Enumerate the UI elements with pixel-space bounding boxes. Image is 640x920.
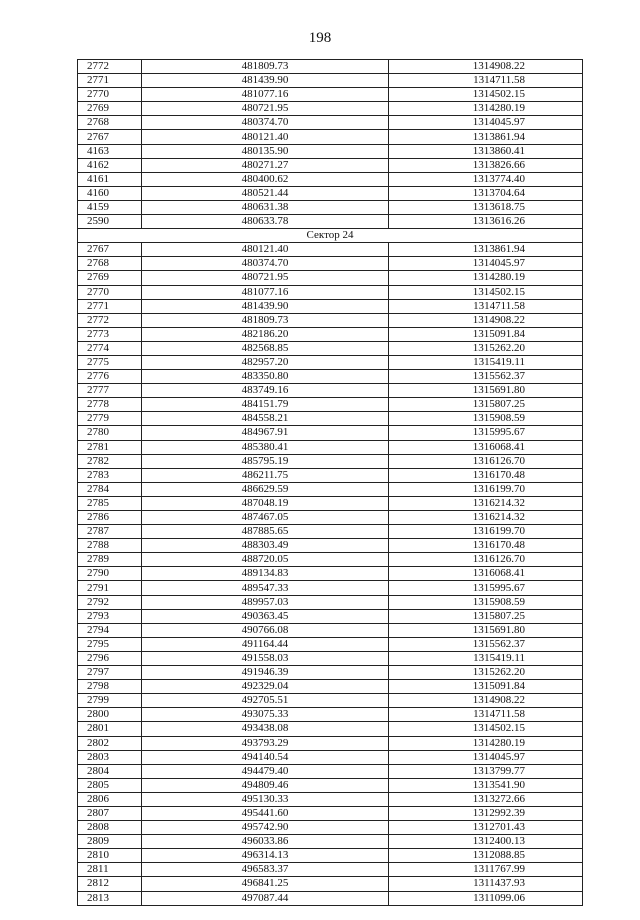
x-coordinate-cell: 494479.40 bbox=[142, 764, 389, 778]
point-number-cell: 2801 bbox=[78, 722, 142, 736]
y-coordinate-cell: 1315562.37 bbox=[389, 637, 583, 651]
table-row bbox=[78, 130, 583, 144]
point-number-cell: 2767 bbox=[78, 243, 142, 257]
x-coordinate-cell: 494140.54 bbox=[142, 750, 389, 764]
point-number-cell: 2768 bbox=[78, 116, 142, 130]
y-coordinate-cell: 1315419.11 bbox=[389, 355, 583, 369]
point-number-cell: 2810 bbox=[78, 849, 142, 863]
table-row bbox=[78, 412, 583, 426]
y-coordinate-cell: 1312992.39 bbox=[389, 806, 583, 820]
x-coordinate-cell: 491558.03 bbox=[142, 651, 389, 665]
point-number-cell: 2773 bbox=[78, 327, 142, 341]
y-coordinate-cell: 1314280.19 bbox=[389, 271, 583, 285]
point-number-cell: 2806 bbox=[78, 792, 142, 806]
y-coordinate-cell: 1313799.77 bbox=[389, 764, 583, 778]
x-coordinate-cell: 488720.05 bbox=[142, 553, 389, 567]
table-row bbox=[78, 88, 583, 102]
y-coordinate-cell: 1311437.93 bbox=[389, 877, 583, 891]
y-coordinate-cell: 1314045.97 bbox=[389, 750, 583, 764]
table-row bbox=[78, 116, 583, 130]
y-coordinate-cell: 1316199.70 bbox=[389, 525, 583, 539]
x-coordinate-cell: 481439.90 bbox=[142, 299, 389, 313]
y-coordinate-cell: 1313860.41 bbox=[389, 144, 583, 158]
point-number-cell: 2812 bbox=[78, 877, 142, 891]
y-coordinate-cell: 1314711.58 bbox=[389, 299, 583, 313]
x-coordinate-cell: 485795.19 bbox=[142, 454, 389, 468]
x-coordinate-cell: 491164.44 bbox=[142, 637, 389, 651]
point-number-cell: 2769 bbox=[78, 102, 142, 116]
point-number-cell: 2774 bbox=[78, 341, 142, 355]
y-coordinate-cell: 1315562.37 bbox=[389, 370, 583, 384]
y-coordinate-cell: 1312088.85 bbox=[389, 849, 583, 863]
y-coordinate-cell: 1316126.70 bbox=[389, 553, 583, 567]
x-coordinate-cell: 484558.21 bbox=[142, 412, 389, 426]
table-row bbox=[78, 398, 583, 412]
y-coordinate-cell: 1314908.22 bbox=[389, 313, 583, 327]
y-coordinate-cell: 1314280.19 bbox=[389, 102, 583, 116]
point-number-cell: 2778 bbox=[78, 398, 142, 412]
x-coordinate-cell: 495441.60 bbox=[142, 806, 389, 820]
x-coordinate-cell: 495130.33 bbox=[142, 792, 389, 806]
y-coordinate-cell: 1314045.97 bbox=[389, 116, 583, 130]
x-coordinate-cell: 496314.13 bbox=[142, 849, 389, 863]
y-coordinate-cell: 1312400.13 bbox=[389, 835, 583, 849]
x-coordinate-cell: 496583.37 bbox=[142, 863, 389, 877]
table-row bbox=[78, 567, 583, 581]
x-coordinate-cell: 480721.95 bbox=[142, 271, 389, 285]
point-number-cell: 2791 bbox=[78, 581, 142, 595]
y-coordinate-cell: 1316214.32 bbox=[389, 511, 583, 525]
y-coordinate-cell: 1316214.32 bbox=[389, 496, 583, 510]
y-coordinate-cell: 1314045.97 bbox=[389, 257, 583, 271]
point-number-cell: 2798 bbox=[78, 680, 142, 694]
point-number-cell: 2768 bbox=[78, 257, 142, 271]
table-row bbox=[78, 722, 583, 736]
table-row bbox=[78, 257, 583, 271]
y-coordinate-cell: 1315262.20 bbox=[389, 666, 583, 680]
x-coordinate-cell: 489134.83 bbox=[142, 567, 389, 581]
x-coordinate-cell: 480521.44 bbox=[142, 186, 389, 200]
table-row bbox=[78, 370, 583, 384]
point-number-cell: 2809 bbox=[78, 835, 142, 849]
x-coordinate-cell: 480374.70 bbox=[142, 257, 389, 271]
table-row bbox=[78, 708, 583, 722]
y-coordinate-cell: 1313826.66 bbox=[389, 158, 583, 172]
x-coordinate-cell: 497087.44 bbox=[142, 891, 389, 905]
y-coordinate-cell: 1311767.99 bbox=[389, 863, 583, 877]
y-coordinate-cell: 1313861.94 bbox=[389, 243, 583, 257]
point-number-cell: 2782 bbox=[78, 454, 142, 468]
x-coordinate-cell: 484967.91 bbox=[142, 426, 389, 440]
y-coordinate-cell: 1314908.22 bbox=[389, 60, 583, 74]
y-coordinate-cell: 1315908.59 bbox=[389, 595, 583, 609]
point-number-cell: 2808 bbox=[78, 821, 142, 835]
x-coordinate-cell: 492705.51 bbox=[142, 694, 389, 708]
x-coordinate-cell: 493793.29 bbox=[142, 736, 389, 750]
table-row bbox=[78, 651, 583, 665]
x-coordinate-cell: 482568.85 bbox=[142, 341, 389, 355]
y-coordinate-cell: 1314711.58 bbox=[389, 74, 583, 88]
point-number-cell: 2811 bbox=[78, 863, 142, 877]
x-coordinate-cell: 480400.62 bbox=[142, 172, 389, 186]
y-coordinate-cell: 1313616.26 bbox=[389, 215, 583, 229]
point-number-cell: 2802 bbox=[78, 736, 142, 750]
table-row bbox=[78, 341, 583, 355]
table-row bbox=[78, 327, 583, 341]
table-row bbox=[78, 313, 583, 327]
table-row bbox=[78, 666, 583, 680]
point-number-cell: 2783 bbox=[78, 468, 142, 482]
table-row bbox=[78, 581, 583, 595]
table-row bbox=[78, 764, 583, 778]
point-number-cell: 2771 bbox=[78, 74, 142, 88]
x-coordinate-cell: 481077.16 bbox=[142, 285, 389, 299]
sector-row bbox=[78, 229, 583, 243]
x-coordinate-cell: 483749.16 bbox=[142, 384, 389, 398]
x-coordinate-cell: 486629.59 bbox=[142, 482, 389, 496]
x-coordinate-cell: 493075.33 bbox=[142, 708, 389, 722]
table-row bbox=[78, 609, 583, 623]
table-row bbox=[78, 821, 583, 835]
x-coordinate-cell: 496033.86 bbox=[142, 835, 389, 849]
x-coordinate-cell: 496841.25 bbox=[142, 877, 389, 891]
y-coordinate-cell: 1311099.06 bbox=[389, 891, 583, 905]
x-coordinate-cell: 491946.39 bbox=[142, 666, 389, 680]
y-coordinate-cell: 1314908.22 bbox=[389, 694, 583, 708]
table-row bbox=[78, 482, 583, 496]
x-coordinate-cell: 495742.90 bbox=[142, 821, 389, 835]
table-body-after-sector bbox=[78, 243, 583, 905]
table-row bbox=[78, 440, 583, 454]
x-coordinate-cell: 480374.70 bbox=[142, 116, 389, 130]
table-row bbox=[78, 525, 583, 539]
table-row bbox=[78, 511, 583, 525]
table-row bbox=[78, 595, 583, 609]
x-coordinate-cell: 490766.08 bbox=[142, 623, 389, 637]
x-coordinate-cell: 481809.73 bbox=[142, 60, 389, 74]
y-coordinate-cell: 1315691.80 bbox=[389, 384, 583, 398]
x-coordinate-cell: 487885.65 bbox=[142, 525, 389, 539]
point-number-cell: 2780 bbox=[78, 426, 142, 440]
y-coordinate-cell: 1315908.59 bbox=[389, 412, 583, 426]
y-coordinate-cell: 1315995.67 bbox=[389, 426, 583, 440]
x-coordinate-cell: 480271.27 bbox=[142, 158, 389, 172]
y-coordinate-cell: 1315807.25 bbox=[389, 609, 583, 623]
table-row bbox=[78, 792, 583, 806]
table-row bbox=[78, 200, 583, 214]
x-coordinate-cell: 480631.38 bbox=[142, 200, 389, 214]
x-coordinate-cell: 485380.41 bbox=[142, 440, 389, 454]
y-coordinate-cell: 1314711.58 bbox=[389, 708, 583, 722]
point-number-cell: 2788 bbox=[78, 539, 142, 553]
table-row bbox=[78, 806, 583, 820]
x-coordinate-cell: 492329.04 bbox=[142, 680, 389, 694]
table-row bbox=[78, 74, 583, 88]
x-coordinate-cell: 480135.90 bbox=[142, 144, 389, 158]
coordinates-table bbox=[77, 59, 583, 906]
point-number-cell: 2779 bbox=[78, 412, 142, 426]
table-row bbox=[78, 172, 583, 186]
y-coordinate-cell: 1312701.43 bbox=[389, 821, 583, 835]
table-row bbox=[78, 243, 583, 257]
table-row bbox=[78, 778, 583, 792]
x-coordinate-cell: 480721.95 bbox=[142, 102, 389, 116]
x-coordinate-cell: 488303.49 bbox=[142, 539, 389, 553]
table-row bbox=[78, 468, 583, 482]
x-coordinate-cell: 493438.08 bbox=[142, 722, 389, 736]
point-number-cell: 2790 bbox=[78, 567, 142, 581]
x-coordinate-cell: 494809.46 bbox=[142, 778, 389, 792]
table-row bbox=[78, 680, 583, 694]
table-row bbox=[78, 299, 583, 313]
y-coordinate-cell: 1313618.75 bbox=[389, 200, 583, 214]
point-number-cell: 2786 bbox=[78, 511, 142, 525]
table-row bbox=[78, 891, 583, 905]
x-coordinate-cell: 484151.79 bbox=[142, 398, 389, 412]
point-number-cell: 2771 bbox=[78, 299, 142, 313]
point-number-cell: 4160 bbox=[78, 186, 142, 200]
table-row bbox=[78, 384, 583, 398]
point-number-cell: 2784 bbox=[78, 482, 142, 496]
table-row bbox=[78, 877, 583, 891]
point-number-cell: 2769 bbox=[78, 271, 142, 285]
y-coordinate-cell: 1314502.15 bbox=[389, 722, 583, 736]
x-coordinate-cell: 480121.40 bbox=[142, 130, 389, 144]
sector-header bbox=[78, 229, 583, 243]
x-coordinate-cell: 481439.90 bbox=[142, 74, 389, 88]
point-number-cell: 4161 bbox=[78, 172, 142, 186]
x-coordinate-cell: 481809.73 bbox=[142, 313, 389, 327]
table-row bbox=[78, 637, 583, 651]
y-coordinate-cell: 1313861.94 bbox=[389, 130, 583, 144]
point-number-cell: 2805 bbox=[78, 778, 142, 792]
y-coordinate-cell: 1316126.70 bbox=[389, 454, 583, 468]
y-coordinate-cell: 1316199.70 bbox=[389, 482, 583, 496]
y-coordinate-cell: 1315691.80 bbox=[389, 623, 583, 637]
table-row bbox=[78, 355, 583, 369]
point-number-cell: 4163 bbox=[78, 144, 142, 158]
point-number-cell: 2797 bbox=[78, 666, 142, 680]
point-number-cell: 2772 bbox=[78, 60, 142, 74]
point-number-cell: 2777 bbox=[78, 384, 142, 398]
x-coordinate-cell: 486211.75 bbox=[142, 468, 389, 482]
table-row bbox=[78, 863, 583, 877]
point-number-cell: 2799 bbox=[78, 694, 142, 708]
table-row bbox=[78, 835, 583, 849]
y-coordinate-cell: 1314280.19 bbox=[389, 736, 583, 750]
y-coordinate-cell: 1315262.20 bbox=[389, 341, 583, 355]
point-number-cell: 2803 bbox=[78, 750, 142, 764]
point-number-cell: 2793 bbox=[78, 609, 142, 623]
point-number-cell: 4159 bbox=[78, 200, 142, 214]
point-number-cell: 2590 bbox=[78, 215, 142, 229]
point-number-cell: 2787 bbox=[78, 525, 142, 539]
table-row bbox=[78, 694, 583, 708]
point-number-cell: 2789 bbox=[78, 553, 142, 567]
point-number-cell: 2800 bbox=[78, 708, 142, 722]
table-row bbox=[78, 60, 583, 74]
table-row bbox=[78, 539, 583, 553]
x-coordinate-cell: 487467.05 bbox=[142, 511, 389, 525]
y-coordinate-cell: 1315807.25 bbox=[389, 398, 583, 412]
y-coordinate-cell: 1316068.41 bbox=[389, 440, 583, 454]
y-coordinate-cell: 1315091.84 bbox=[389, 680, 583, 694]
x-coordinate-cell: 482186.20 bbox=[142, 327, 389, 341]
x-coordinate-cell: 489547.33 bbox=[142, 581, 389, 595]
page-number: 198 bbox=[308, 30, 332, 46]
point-number-cell: 2767 bbox=[78, 130, 142, 144]
x-coordinate-cell: 480633.78 bbox=[142, 215, 389, 229]
table-row bbox=[78, 736, 583, 750]
table-row bbox=[78, 158, 583, 172]
x-coordinate-cell: 489957.03 bbox=[142, 595, 389, 609]
x-coordinate-cell: 482957.20 bbox=[142, 355, 389, 369]
point-number-cell: 2792 bbox=[78, 595, 142, 609]
x-coordinate-cell: 480121.40 bbox=[142, 243, 389, 257]
table-row bbox=[78, 215, 583, 229]
point-number-cell: 2785 bbox=[78, 496, 142, 510]
point-number-cell: 2772 bbox=[78, 313, 142, 327]
point-number-cell: 2804 bbox=[78, 764, 142, 778]
point-number-cell: 2807 bbox=[78, 806, 142, 820]
table-row bbox=[78, 285, 583, 299]
table-row bbox=[78, 186, 583, 200]
point-number-cell: 2770 bbox=[78, 285, 142, 299]
y-coordinate-cell: 1316068.41 bbox=[389, 567, 583, 581]
table-row bbox=[78, 750, 583, 764]
point-number-cell: 2770 bbox=[78, 88, 142, 102]
y-coordinate-cell: 1313541.90 bbox=[389, 778, 583, 792]
y-coordinate-cell: 1313704.64 bbox=[389, 186, 583, 200]
point-number-cell: 2781 bbox=[78, 440, 142, 454]
point-number-cell: 2775 bbox=[78, 355, 142, 369]
point-number-cell: 2795 bbox=[78, 637, 142, 651]
y-coordinate-cell: 1316170.48 bbox=[389, 539, 583, 553]
y-coordinate-cell: 1313774.40 bbox=[389, 172, 583, 186]
table-row bbox=[78, 271, 583, 285]
x-coordinate-cell: 490363.45 bbox=[142, 609, 389, 623]
table-row bbox=[78, 426, 583, 440]
point-number-cell: 2794 bbox=[78, 623, 142, 637]
table-row bbox=[78, 102, 583, 116]
y-coordinate-cell: 1316170.48 bbox=[389, 468, 583, 482]
table-row bbox=[78, 553, 583, 567]
x-coordinate-cell: 483350.80 bbox=[142, 370, 389, 384]
y-coordinate-cell: 1315091.84 bbox=[389, 327, 583, 341]
y-coordinate-cell: 1315419.11 bbox=[389, 651, 583, 665]
y-coordinate-cell: 1313272.66 bbox=[389, 792, 583, 806]
point-number-cell: 2776 bbox=[78, 370, 142, 384]
point-number-cell: 2796 bbox=[78, 651, 142, 665]
x-coordinate-cell: 487048.19 bbox=[142, 496, 389, 510]
x-coordinate-cell: 481077.16 bbox=[142, 88, 389, 102]
table-row bbox=[78, 454, 583, 468]
y-coordinate-cell: 1314502.15 bbox=[389, 88, 583, 102]
table-row bbox=[78, 623, 583, 637]
point-number-cell: 2813 bbox=[78, 891, 142, 905]
point-number-cell: 4162 bbox=[78, 158, 142, 172]
table-row bbox=[78, 496, 583, 510]
y-coordinate-cell: 1315995.67 bbox=[389, 581, 583, 595]
sector-label: Сектор 24 bbox=[78, 229, 583, 243]
table-body-before-sector bbox=[78, 60, 583, 229]
table-row bbox=[78, 849, 583, 863]
table-row bbox=[78, 144, 583, 158]
y-coordinate-cell: 1314502.15 bbox=[389, 285, 583, 299]
